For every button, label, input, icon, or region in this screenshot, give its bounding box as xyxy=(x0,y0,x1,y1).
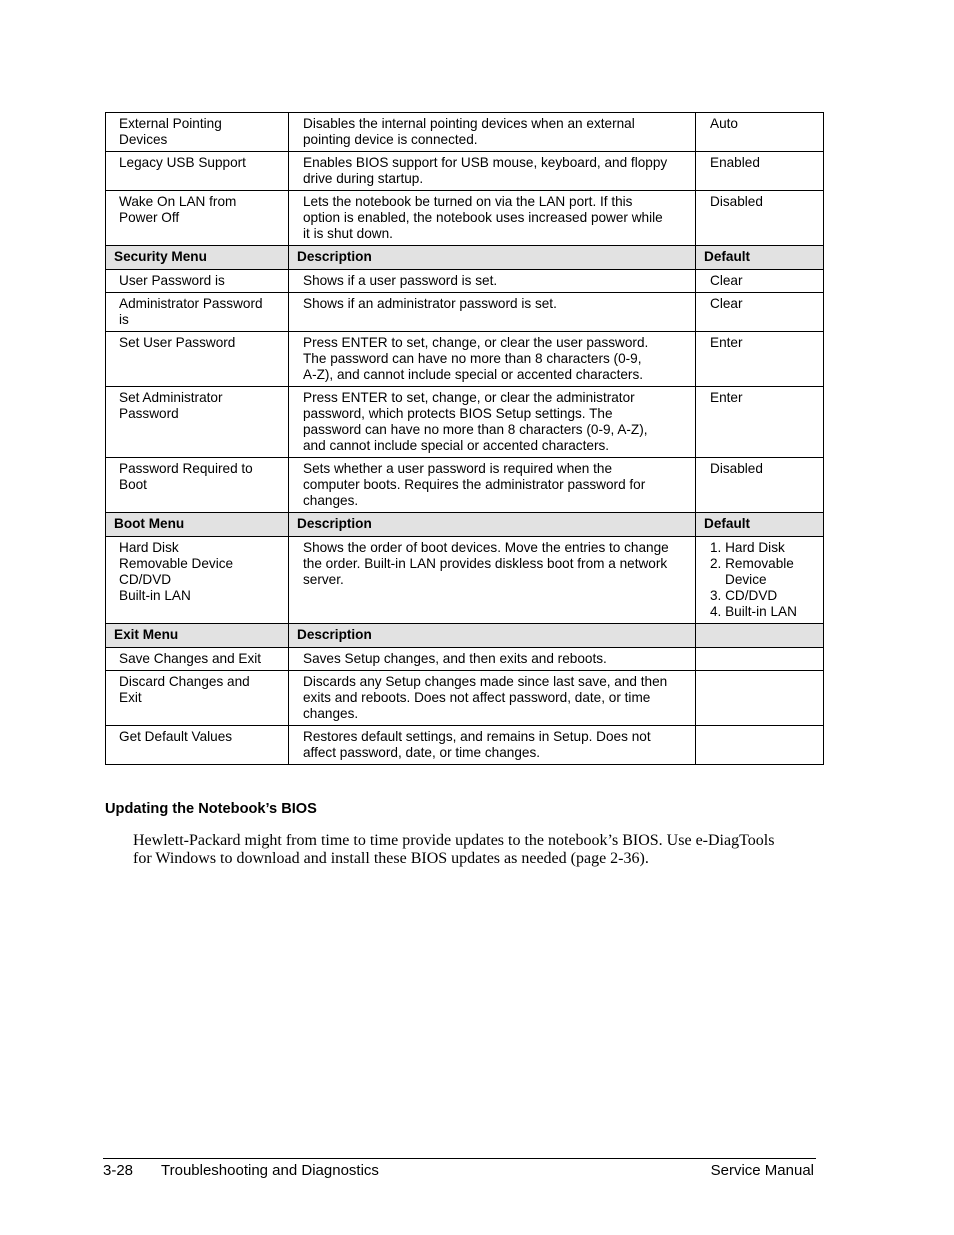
cell-text-line: Disables the internal pointing devices when an external xyxy=(303,116,635,131)
cell-text-line: password, which protects BIOS Setup settings. The xyxy=(303,406,613,421)
cell-text-line: changes. xyxy=(303,706,359,721)
table-section-header xyxy=(106,513,824,537)
cell-text-line: Exit xyxy=(119,690,142,705)
cell-text-line: The password can have no more than 8 characters (0-9, xyxy=(303,351,642,366)
cell-text-line: Discards any Setup changes made since last save, and then xyxy=(303,674,668,689)
cell-text-line: Power Off xyxy=(119,210,180,225)
default-value-cell xyxy=(696,332,824,387)
cell-text-line: password can have no more than 8 characters (0-9, A-Z), xyxy=(303,422,648,437)
cell-text-line: Default xyxy=(704,249,751,264)
cell-text-line: CD/DVD xyxy=(119,572,172,587)
default-value-cell xyxy=(696,270,824,293)
table-section-header xyxy=(106,624,824,648)
cell-text-line: Device xyxy=(725,572,767,587)
description-cell xyxy=(289,726,696,765)
default-value-cell xyxy=(696,537,824,624)
setting-name-cell xyxy=(106,332,289,387)
cell-text-line: Exit Menu xyxy=(114,627,179,642)
description-cell xyxy=(289,513,696,537)
cell-text-line: Built-in LAN xyxy=(119,588,191,603)
setting-name-cell xyxy=(106,152,289,191)
cell-text-line: Disabled xyxy=(710,461,763,476)
description-cell xyxy=(289,246,696,270)
table-section-header xyxy=(106,246,824,270)
default-value-cell xyxy=(696,152,824,191)
cell-text-line: it is shut down. xyxy=(303,226,393,241)
setting-name-cell xyxy=(106,726,289,765)
description-cell xyxy=(289,671,696,726)
cell-text-line: Set Administrator xyxy=(119,390,223,405)
cell-text-line: 4. Built-in LAN xyxy=(710,604,797,619)
description-cell xyxy=(289,191,696,246)
cell-text-line: Sets whether a user password is required when the xyxy=(303,461,613,476)
cell-text-line: Press ENTER to set, change, or clear the user password. xyxy=(303,335,649,350)
cell-text-line: Shows if a user password is set. xyxy=(303,273,498,288)
cell-text-line: 2. Removable xyxy=(710,556,794,571)
cell-text-line: Clear xyxy=(710,273,743,288)
default-value-cell xyxy=(696,513,824,537)
cell-text-line: is xyxy=(119,312,129,327)
cell-text-line: Auto xyxy=(710,116,738,131)
cell-text-line: Description xyxy=(297,627,372,642)
cell-text-line: 3. CD/DVD xyxy=(710,588,778,603)
description-cell xyxy=(289,332,696,387)
description-cell xyxy=(289,537,696,624)
table-row xyxy=(106,671,824,726)
cell-text-line: Saves Setup changes, and then exits and reboots. xyxy=(303,651,607,666)
cell-text-line: Wake On LAN from xyxy=(119,194,237,209)
body-line: for Windows to download and install these BIOS updates as needed (page 2-36). xyxy=(133,850,649,867)
default-value-cell xyxy=(696,246,824,270)
default-value-cell xyxy=(696,387,824,458)
body-line: Hewlett-Packard might from time to time provide updates to the notebook’s BIOS. Use e-DiagTools xyxy=(133,832,775,849)
cell-text-line: Removable Device xyxy=(119,556,234,571)
cell-text-line: changes. xyxy=(303,493,359,508)
cell-text-line: Legacy USB Support xyxy=(119,155,246,170)
cell-text-line: and cannot include special or accented characters. xyxy=(303,438,610,453)
chapter-title: Troubleshooting and Diagnostics xyxy=(161,1162,379,1179)
cell-text-line: Administrator Password xyxy=(119,296,263,311)
cell-text-line: Security Menu xyxy=(114,249,207,264)
cell-text-line: the order. Built-in LAN provides diskless boot from a network xyxy=(303,556,668,571)
table-row xyxy=(106,726,824,765)
setting-name-cell xyxy=(106,246,289,270)
description-cell xyxy=(289,293,696,332)
setting-name-cell xyxy=(106,648,289,671)
cell-text-line: Get Default Values xyxy=(119,729,233,744)
cell-text-line: Clear xyxy=(710,296,743,311)
default-value-cell xyxy=(696,293,824,332)
cell-text-line: drive during startup. xyxy=(303,171,424,186)
description-cell xyxy=(289,458,696,513)
default-value-cell xyxy=(696,113,824,152)
cell-text-line: Discard Changes and xyxy=(119,674,250,689)
cell-text-line: Password Required to xyxy=(119,461,253,476)
default-value-cell xyxy=(696,624,824,648)
table-body xyxy=(106,113,824,765)
table-row xyxy=(106,191,824,246)
description-cell xyxy=(289,624,696,648)
setting-name-cell xyxy=(106,458,289,513)
cell-text-line: option is enabled, the notebook uses increased power while xyxy=(303,210,663,225)
setting-name-cell xyxy=(106,191,289,246)
cell-text-line: Save Changes and Exit xyxy=(119,651,262,666)
setting-name-cell xyxy=(106,387,289,458)
setting-name-cell xyxy=(106,624,289,648)
section-body xyxy=(133,832,813,868)
page-footer xyxy=(103,1158,816,1179)
setting-name-cell xyxy=(106,270,289,293)
cell-text-line: Password xyxy=(119,406,179,421)
setting-name-cell xyxy=(106,293,289,332)
description-cell xyxy=(289,152,696,191)
cell-text-line: Press ENTER to set, change, or clear the administrator xyxy=(303,390,635,405)
table-row xyxy=(106,270,824,293)
cell-text-line: Description xyxy=(297,516,372,531)
cell-text-line: A-Z), and cannot include special or accented characters. xyxy=(303,367,644,382)
cell-text-line: server. xyxy=(303,572,344,587)
description-cell xyxy=(289,270,696,293)
table-row xyxy=(106,648,824,671)
cell-text-line: Set User Password xyxy=(119,335,236,350)
cell-text-line: Boot xyxy=(119,477,147,492)
cell-text-line: pointing device is connected. xyxy=(303,132,478,147)
cell-text-line: Devices xyxy=(119,132,168,147)
setting-name-cell xyxy=(106,513,289,537)
manual-title: Service Manual xyxy=(710,1162,814,1179)
cell-text-line: Restores default settings, and remains in Setup. Does not xyxy=(303,729,651,744)
cell-text-line: Lets the notebook be turned on via the LAN port. If this xyxy=(303,194,633,209)
cell-text-line: External Pointing xyxy=(119,116,222,131)
setting-name-cell xyxy=(106,671,289,726)
cell-text-line: User Password is xyxy=(119,273,225,288)
section-heading: Updating the Notebook’s BIOS xyxy=(105,801,317,817)
cell-text-line: Boot Menu xyxy=(114,516,185,531)
description-cell xyxy=(289,648,696,671)
table-row xyxy=(106,293,824,332)
default-value-cell xyxy=(696,458,824,513)
bios-settings-table xyxy=(105,112,824,765)
table-row xyxy=(106,458,824,513)
default-value-cell xyxy=(696,726,824,765)
cell-text-line: Enabled xyxy=(710,155,760,170)
cell-text-line: Shows if an administrator password is set. xyxy=(303,296,557,311)
cell-text-line: 1. Hard Disk xyxy=(710,540,785,555)
table-row xyxy=(106,332,824,387)
table-row xyxy=(106,152,824,191)
cell-text-line: Default xyxy=(704,516,751,531)
cell-text-line: Shows the order of boot devices. Move the entries to change xyxy=(303,540,669,555)
table-row xyxy=(106,537,824,624)
cell-text-line: computer boots. Requires the administrator password for xyxy=(303,477,646,492)
cell-text-line: Enter xyxy=(710,390,743,405)
table-row xyxy=(106,113,824,152)
cell-text-line: Enter xyxy=(710,335,743,350)
setting-name-cell xyxy=(106,113,289,152)
cell-text-line: exits and reboots. Does not affect password, date, or time xyxy=(303,690,651,705)
default-value-cell xyxy=(696,648,824,671)
description-cell xyxy=(289,387,696,458)
cell-text-line: Disabled xyxy=(710,194,763,209)
setting-name-cell xyxy=(106,537,289,624)
default-value-cell xyxy=(696,671,824,726)
default-value-cell xyxy=(696,191,824,246)
description-cell xyxy=(289,113,696,152)
page-number: 3-28 xyxy=(103,1162,134,1179)
cell-text-line: Hard Disk xyxy=(119,540,179,555)
cell-text-line: affect password, date, or time changes. xyxy=(303,745,541,760)
table-row xyxy=(106,387,824,458)
cell-text-line: Description xyxy=(297,249,372,264)
cell-text-line: Enables BIOS support for USB mouse, keyboard, and floppy xyxy=(303,155,668,170)
